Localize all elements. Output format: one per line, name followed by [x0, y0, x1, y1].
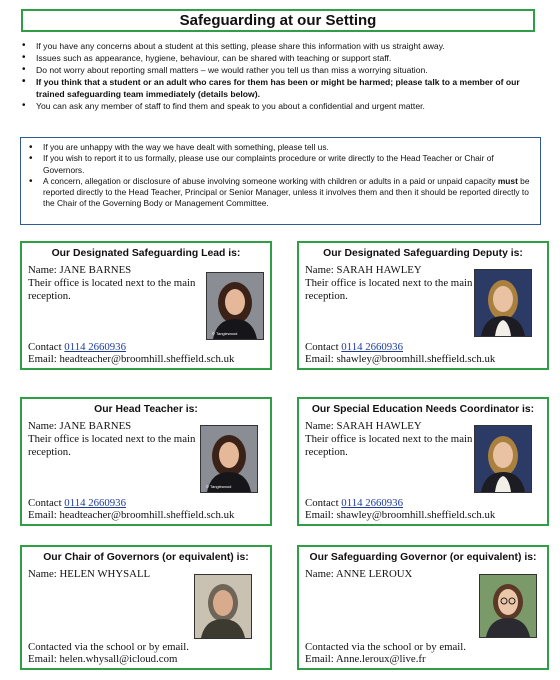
phone-link[interactable]: 0114 2660936	[64, 341, 126, 354]
concerns-list	[27, 142, 534, 210]
intro-item: • You can ask any member of staff to find them and speak to you about a confidential and urgent matter.	[20, 100, 540, 112]
office-location: Their office is located next to the main reception.	[305, 276, 473, 302]
card-heading: Our Special Education Needs Coordinator is:	[311, 404, 535, 415]
staff-photo	[200, 425, 258, 493]
phone-link[interactable]: 0114 2660936	[341, 497, 403, 510]
person-name: Name: JANE BARNES	[28, 264, 132, 276]
card-safeguarding-lead	[20, 241, 272, 370]
card-body	[28, 420, 198, 458]
portrait-grey-hair-icon	[195, 575, 251, 638]
card-heading: Our Designated Safeguarding Deputy is:	[323, 248, 523, 259]
card-body	[305, 264, 475, 302]
intro-item: • Do not worry about reporting small matters – we would rather you tell us than miss a worrying situation.	[20, 64, 540, 76]
portrait-blonde-hair-icon	[475, 270, 531, 336]
card-heading: Our Designated Safeguarding Lead is:	[51, 248, 241, 259]
contact-line	[28, 497, 126, 510]
card-heading: Our Chair of Governors (or equivalent) is:	[43, 552, 249, 563]
card-body	[28, 264, 198, 302]
card-heading: Our Safeguarding Governor (or equivalent) is:	[309, 552, 537, 563]
staff-photo	[206, 272, 264, 340]
card-safeguarding-deputy	[297, 241, 549, 370]
person-name: Name: SARAH HAWLEY	[305, 420, 422, 432]
office-location: Their office is located next to the main reception.	[28, 276, 196, 302]
contact-label: Contact	[28, 341, 65, 354]
contact-line: Contacted via the school or by email.	[28, 641, 190, 654]
card-head-teacher	[20, 397, 272, 526]
contact-line: Contacted via the school or by email.	[305, 641, 467, 654]
concerns-emphasis: must	[497, 175, 518, 186]
card-body	[305, 420, 475, 458]
email-line: Email: Anne.leroux@live.fr	[305, 653, 426, 666]
concerns-item: • If you wish to report it to us formally, please use our complaints procedure or write directly to the Head Teacher or Chair of Governors.	[27, 153, 534, 176]
intro-list	[20, 40, 540, 112]
email-line: Email: headteacher@broomhill.sheffield.sch.uk	[28, 509, 235, 522]
person-name: Name: ANNE LEROUX	[305, 568, 413, 580]
card-safeguarding-governor	[297, 545, 549, 670]
contact-label: Contact	[28, 497, 65, 510]
office-location: Their office is located next to the main reception.	[28, 432, 196, 458]
contact-line	[305, 497, 403, 510]
contact-line	[305, 341, 403, 354]
staff-photo	[194, 574, 252, 639]
email-line: Email: shawley@broomhill.sheffield.sch.uk	[305, 353, 496, 366]
intro-item-bold: • If you think that a student or an adult who cares for them has been or might be harmed; please talk to a member of our trained safeguarding team immediately (details below).	[20, 76, 540, 100]
staff-photo	[474, 425, 532, 493]
photo-caption: © Tanglewood	[206, 484, 232, 489]
concerns-item	[27, 176, 534, 210]
card-heading: Our Head Teacher is:	[94, 404, 198, 415]
concerns-text: A concern, allegation or disclosure of abuse involving someone working with children or adults in a paid or unpaid capacity	[43, 175, 498, 186]
person-name: Name: SARAH HAWLEY	[305, 264, 422, 276]
portrait-blonde-hair-icon	[475, 426, 531, 492]
contact-label: Contact	[305, 497, 342, 510]
card-senco	[297, 397, 549, 526]
email-line: Email: headteacher@broomhill.sheffield.sch.uk	[28, 353, 235, 366]
photo-caption: © Tanglewood	[212, 331, 238, 336]
person-name: Name: JANE BARNES	[28, 420, 132, 432]
concerns-box	[20, 137, 541, 225]
contact-label: Contact	[305, 341, 342, 354]
staff-photo	[479, 574, 537, 638]
portrait-dark-hair-icon	[201, 426, 257, 492]
card-body	[28, 568, 198, 581]
portrait-dark-hair-icon	[207, 273, 263, 339]
person-name: Name: HELEN WHYSALL	[28, 568, 151, 580]
phone-link[interactable]: 0114 2660936	[64, 497, 126, 510]
concerns-text: be reported directly to the Head Teacher, Principal or Senior Manager, unless it involves them and then it should be reported directly to the Chair of the Governing Body or Management Committee.	[43, 175, 530, 209]
email-line: Email: shawley@broomhill.sheffield.sch.uk	[305, 509, 496, 522]
office-location: Their office is located next to the main reception.	[305, 432, 473, 458]
staff-photo	[474, 269, 532, 337]
intro-item: • Issues such as appearance, hygiene, behaviour, can be shared with teaching or support staff.	[20, 52, 540, 64]
phone-link[interactable]: 0114 2660936	[341, 341, 403, 354]
page-title: Safeguarding at our Setting	[21, 9, 535, 32]
intro-item: • If you have any concerns about a student at this setting, please share this information with us straight away.	[20, 40, 540, 52]
card-body	[305, 568, 475, 581]
portrait-glasses-icon	[480, 575, 536, 637]
concerns-item: • If you are unhappy with the way we have dealt with something, please tell us.	[27, 142, 534, 153]
contact-line	[28, 341, 126, 354]
email-line: Email: helen.whysall@icloud.com	[28, 653, 178, 666]
card-chair-of-governors	[20, 545, 272, 670]
